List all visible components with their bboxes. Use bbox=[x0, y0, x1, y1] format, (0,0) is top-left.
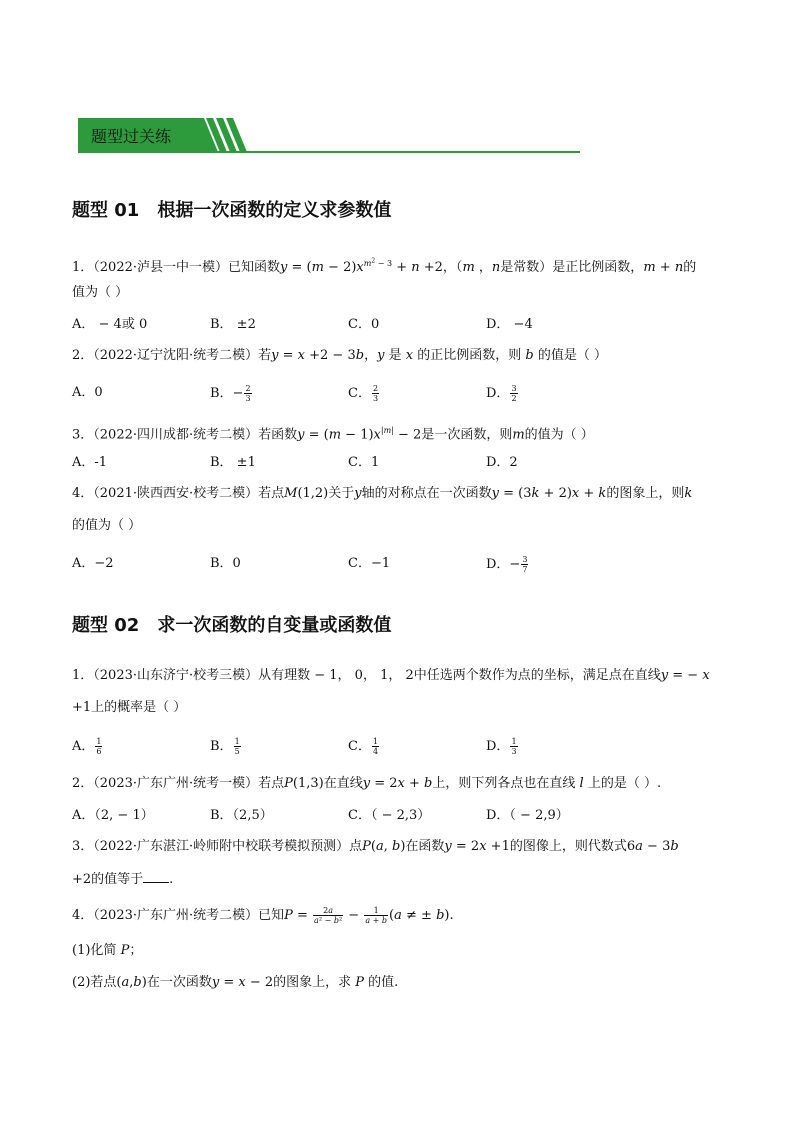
option-d[interactable]: D． $\frac{1}{3}$ bbox=[486, 737, 517, 756]
question-2-2: 2．（2023·广东广州·统考一模）若点P(1,3)在直线y = 2x + b上，则下列各点也在直线 l 上的是（ ）. bbox=[72, 776, 662, 791]
banner-underline bbox=[78, 151, 580, 153]
question-2-4-part1: (1)化简 P； bbox=[72, 943, 143, 958]
option-b[interactable]: B．0 bbox=[210, 556, 241, 571]
option-a[interactable]: A．−2 bbox=[72, 556, 114, 571]
question-1-1: 1．（2022·泸县一中一模）已知函数$y = (m - 2)x^{m^2 - 3} + n +2$，（m ，n是常数）是正比例函数，m + n的 bbox=[72, 257, 697, 275]
option-b[interactable]: B．（2,5） bbox=[210, 808, 273, 823]
question-2-4: 4．（2023·广东广州·统考二模）已知P = $\frac{2a}{\text{a² − b²}}$ − $\frac{1}{a + b}$ (a ≠ ± b). bbox=[72, 906, 454, 925]
option-a[interactable]: A． $\frac{1}{6}$ bbox=[72, 737, 102, 756]
question-1-4-line2: 的值为（ ） bbox=[72, 518, 142, 533]
option-d[interactable]: D． −4 bbox=[486, 317, 533, 332]
question-2-3-line2: +2的值等于 . bbox=[72, 872, 174, 887]
question-2-1-line2: +1上的概率是（ ） bbox=[72, 700, 187, 715]
option-b[interactable]: B． ±2 bbox=[210, 317, 256, 332]
option-c[interactable]: C．0 bbox=[348, 317, 380, 332]
option-d[interactable]: D． $\frac{3}{2}$ bbox=[486, 384, 517, 403]
question-1-2: 2．（2022·辽宁沈阳·统考二模）若y = x +2 − 3b，y 是 x 的正比例函数，则 b 的值是（ ） bbox=[72, 348, 607, 363]
option-d[interactable]: D．（ − 2,9） bbox=[486, 808, 569, 823]
option-c[interactable]: C．（ − 2,3） bbox=[348, 808, 431, 823]
option-d[interactable]: D．2 bbox=[486, 455, 518, 470]
option-a[interactable]: A．-1 bbox=[72, 455, 108, 470]
option-a[interactable]: A． − 4或 0 bbox=[72, 317, 148, 332]
section-title-02: 题型 02 求一次函数的自变量或函数值 bbox=[72, 615, 392, 636]
answer-blank[interactable] bbox=[143, 870, 169, 883]
question-1-4: 4．（2021·陕西西安·校考二模）若点M(1,2)关于y轴的对称点在一次函数y = (3k + 2)x + k的图象上，则k bbox=[72, 486, 693, 501]
option-c[interactable]: C．1 bbox=[348, 455, 380, 470]
option-b[interactable]: B． ±1 bbox=[210, 455, 256, 470]
question-1-3: 3．（2022·四川成都·统考二模）若函数$y = (m - 1)x^{|m|} - 2$是一次函数，则m的值为（ ） bbox=[72, 426, 594, 443]
option-a[interactable]: A．（2, − 1） bbox=[72, 808, 154, 823]
question-2-1: 1．（2023·山东济宁·校考三模）从有理数 − 1， 0， 1， 2中任选两个数作为点的坐标，满足点在直线y = − x bbox=[72, 668, 710, 683]
question-2-4-part2: (2)若点(a,b)在一次函数y = x − 2的图象上，求 P 的值. bbox=[72, 975, 399, 990]
option-c[interactable]: C． $\frac{2}{3}$ bbox=[348, 384, 379, 403]
section-title-01: 题型 01 根据一次函数的定义求参数值 bbox=[72, 200, 392, 221]
option-a[interactable]: A．0 bbox=[72, 385, 103, 400]
option-d[interactable]: D．− $\frac{3}{7}$ bbox=[486, 555, 528, 574]
option-b[interactable]: B． $\frac{1}{5}$ bbox=[210, 737, 240, 756]
banner-label: 题型过关练 bbox=[91, 127, 172, 146]
option-c[interactable]: C． $\frac{1}{4}$ bbox=[348, 737, 379, 756]
question-1-1-line2: 值为（ ） bbox=[72, 285, 129, 300]
question-2-3: 3．（2022·广东湛江·岭师附中校联考模拟预测）点P(a, b)在函数y = 2x +1的图像上，则代数式6a − 3b bbox=[72, 839, 679, 854]
option-c[interactable]: C．−1 bbox=[348, 556, 391, 571]
option-b[interactable]: B．− $\frac{2}{3}$ bbox=[210, 384, 251, 403]
